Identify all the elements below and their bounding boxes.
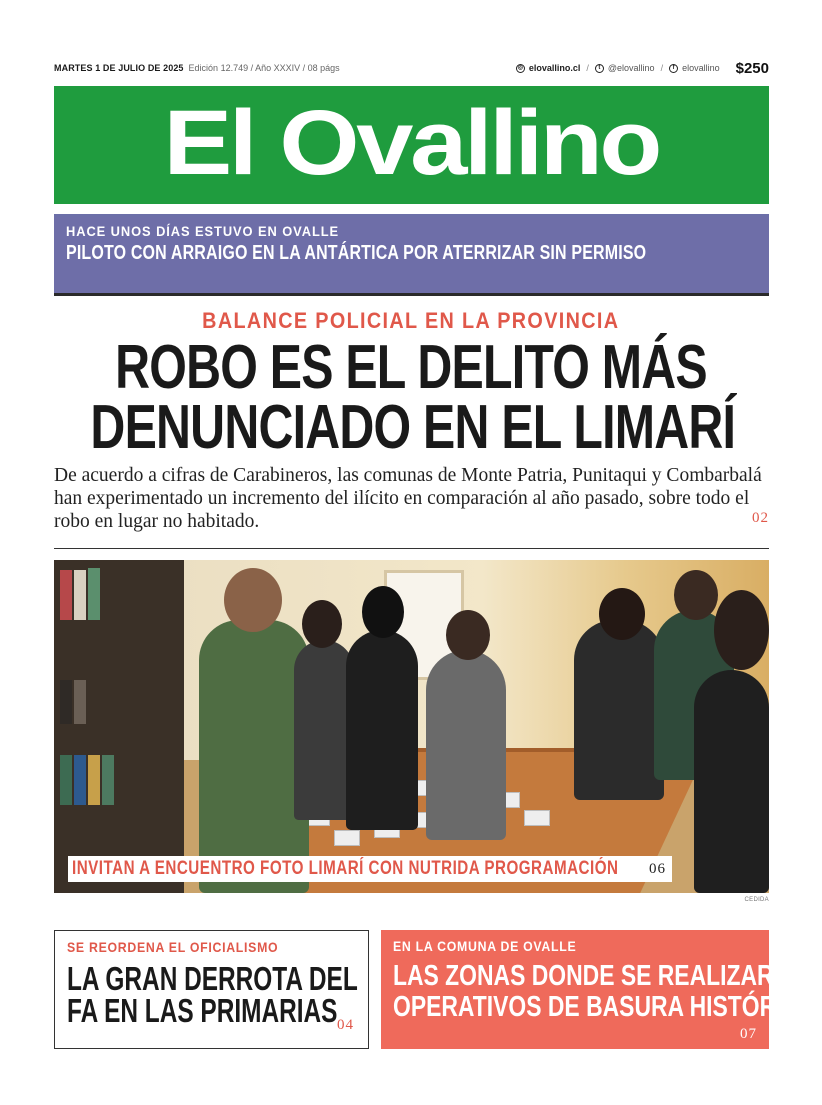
photo-bookshelf	[54, 560, 184, 893]
book-shape	[60, 755, 72, 805]
politics-story-box[interactable]	[54, 930, 369, 1049]
person-figure	[346, 630, 418, 830]
pilot-story-teaser[interactable]	[54, 214, 792, 296]
garbage-story-kicker: EN LA COMUNA DE OVALLE	[393, 938, 577, 954]
headline-line-1: ROBO ES EL DELITO MÁS	[115, 333, 707, 402]
book-shape	[74, 680, 86, 724]
person-head	[362, 586, 404, 638]
person-figure	[426, 650, 506, 840]
photo-card	[524, 810, 550, 826]
facebook-icon: f	[669, 64, 678, 73]
person-figure	[199, 620, 309, 893]
facebook-handle[interactable]: elovallino	[682, 63, 720, 73]
book-shape	[88, 755, 100, 805]
separator: /	[586, 63, 589, 73]
photo-credit: CEDIDA	[744, 897, 769, 903]
twitter-icon: t	[595, 64, 604, 73]
headline-line-2: DENUNCIADO EN EL LIMARÍ	[90, 393, 736, 462]
book-shape	[74, 755, 86, 805]
pilot-story-headline[interactable]: PILOTO CON ARRAIGO EN LA ANTÁRTICA POR ATERRIZAR SIN PERMISO	[66, 242, 647, 264]
main-story-body: De acuerdo a cifras de Carabineros, las comunas de Monte Patria, Punitaqui y Combarbalá han experimentado un incremento del ilícito en comparación al año pasado, sobre todo el robo en lugar no habitado.	[54, 465, 762, 532]
headline-line-1: LAS ZONAS DONDE SE REALIZARÁN	[393, 960, 807, 992]
feature-photo[interactable]	[54, 560, 769, 893]
pilot-story-page: 03	[775, 274, 792, 289]
photo-caption-page: 06	[649, 860, 666, 877]
headline-line-1: LA GRAN DERROTA DEL	[67, 960, 358, 997]
person-figure	[694, 670, 769, 893]
book-shape	[74, 570, 86, 620]
cover-price: $250	[735, 59, 769, 77]
edition-info: Edición 12.749 / Año XXXIV / 08 págs	[188, 63, 340, 73]
garbage-story-headline	[393, 960, 816, 1023]
website-link[interactable]: elovallino.cl	[528, 63, 581, 73]
social-links	[516, 60, 769, 77]
headline-line-2: FA EN LAS PRIMARIAS	[67, 992, 338, 1029]
book-shape	[60, 680, 72, 724]
politics-story-page: 04	[337, 1017, 354, 1033]
pilot-story-text	[54, 217, 803, 293]
main-story-kicker: BALANCE POLICIAL EN LA PROVINCIA	[202, 308, 620, 333]
pilot-story-kicker: HACE UNOS DÍAS ESTUVO EN OVALLE	[66, 223, 340, 239]
photo-card	[334, 830, 360, 846]
person-head	[599, 588, 645, 640]
book-shape	[88, 568, 100, 620]
photo-caption	[68, 856, 672, 882]
person-head	[674, 570, 718, 620]
politics-story-kicker: SE REORDENA EL OFICIALISMO	[67, 939, 279, 955]
person-head	[224, 568, 282, 632]
newspaper-logo: El Ovallino	[163, 92, 660, 194]
masthead	[54, 86, 769, 204]
person-figure	[574, 620, 664, 800]
person-head	[446, 610, 490, 660]
headline-line-2: OPERATIVOS DE BASURA HISTÓRICA	[393, 991, 816, 1023]
main-story-headline[interactable]	[0, 333, 822, 462]
garbage-story-page: 07	[740, 1026, 757, 1042]
divider	[54, 548, 769, 549]
separator: /	[660, 63, 664, 73]
book-shape	[102, 755, 114, 805]
twitter-handle[interactable]: @elovallino	[607, 63, 655, 73]
book-shape	[60, 570, 72, 620]
person-figure	[294, 640, 354, 820]
person-head	[302, 600, 342, 648]
globe-icon: ◎	[517, 64, 523, 71]
garbage-story-box[interactable]	[381, 930, 816, 1049]
person-head	[714, 590, 769, 670]
main-story-page: 02	[752, 510, 769, 526]
photo-caption-text[interactable]: INVITAN A ENCUENTRO FOTO LIMARÍ CON NUTRIDA PROGRAMACIÓN	[72, 858, 619, 879]
top-info-bar	[54, 60, 769, 76]
issue-date: MARTES 1 DE JULIO DE 2025	[54, 63, 184, 73]
